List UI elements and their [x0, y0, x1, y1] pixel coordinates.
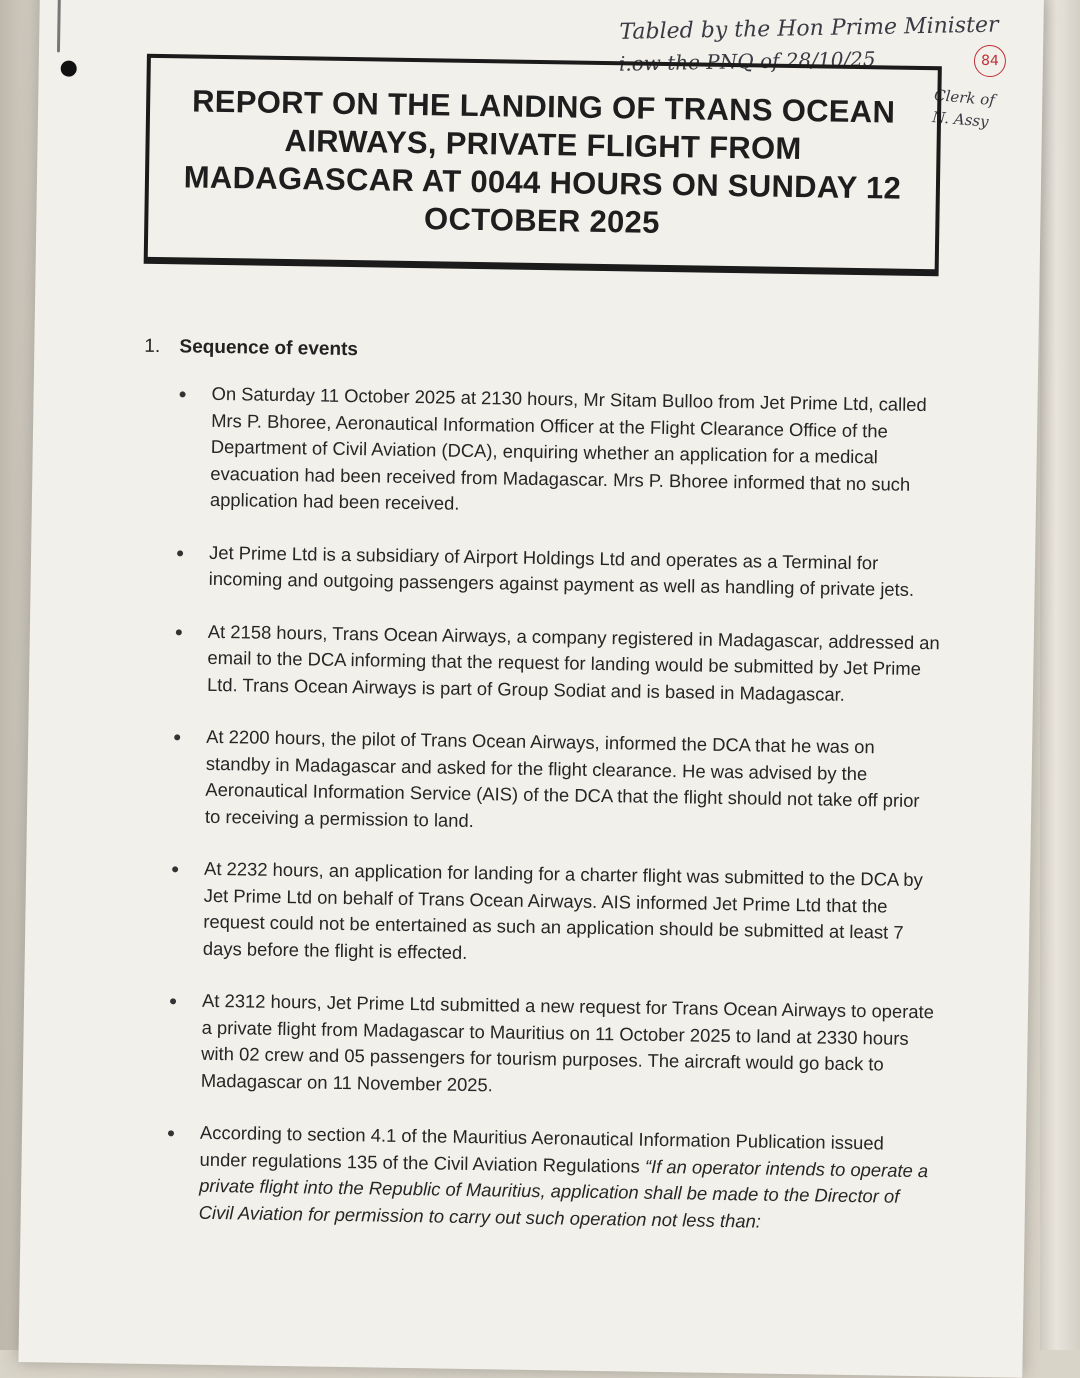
list-item	[133, 987, 935, 1106]
section-heading	[144, 336, 944, 371]
bullet-text: At 2200 hours, the pilot of Trans Ocean Airways, informed the DCA that he was on standby in Madagascar and asked for the flight clearance. He was advised by the Aeronautical Information Service (AIS) of the DCA that the flight should not take off prior to receiving a permission to land.	[204, 725, 920, 831]
list-item	[135, 855, 937, 974]
bullet-icon	[172, 866, 178, 872]
list-item	[139, 617, 940, 709]
handwritten-note-line2: i.ow the PNQ of 28/10/25	[618, 46, 876, 76]
handwritten-note-line1: Tabled by the Hon Prime Minister	[619, 12, 999, 45]
bullet-icon	[180, 391, 186, 397]
bullet-icon	[174, 734, 180, 740]
bullet-text: Jet Prime Ltd is a subsidiary of Airport Holdings Ltd and operates as a Terminal for incoming and outgoing passengers against payment as well as handling of private jets.	[208, 541, 915, 600]
bullet-text: At 2312 hours, Jet Prime Ltd submitted a new request for Trans Ocean Airways to operate a private flight from Madagascar to Mauritius on 11 October 2025 to land at 2330 hours with 02 crew and 05 passengers for tourism purposes. The aircraft would go back to Madagascar on 11 November 2025.	[200, 989, 935, 1095]
bullet-icon	[176, 629, 182, 635]
bullet-text: At 2232 hours, an application for landing for a charter flight was submitted to the DCA by Jet Prime Ltd on behalf of Trans Ocean Airways. AIS informed Jet Prime Ltd that the request could not be entertained as such an application should be submitted at least 7 days before the flight is effected.	[202, 857, 923, 963]
bullet-text: According to section 4.1 of the Mauritius Aeronautical Information Publication issued under regulations 135 of the Civil Aviation Regulations	[199, 1121, 885, 1177]
staple-mark	[57, 0, 61, 52]
margin-note-line: Clerk of	[933, 86, 996, 110]
list-item	[141, 538, 942, 604]
bullet-icon	[168, 1130, 174, 1136]
document-title: REPORT ON THE LANDING OF TRANS OCEAN AIRWAYS, PRIVATE FLIGHT FROM MADAGASCAR AT 0044 HOURS ON SUNDAY 12 OCTOBER 2025	[183, 83, 902, 240]
bullet-quote-text: “If an operator intends to operate a private flight into the Republic of Mauritius, application shall be made to the Director of Civil Aviation for permission to carry out such operation not less than:	[198, 1155, 929, 1232]
page-edge-right	[1040, 0, 1080, 1350]
bullet-text: On Saturday 11 October 2025 at 2130 hours, Mr Sitam Bulloo from Jet Prime Ltd, called Mrs P. Bhoree, Aeronautical Information Officer at the Flight Clearance Office of the Department of Civil Aviation (DCA), enquiring whether an application for a medical evacuation had been received from Madagascar. Mrs P. Bhoree informed that no such application had been received.	[209, 382, 927, 514]
event-list	[131, 380, 944, 1237]
section-heading-text: Sequence of events	[179, 336, 359, 361]
document-page	[18, 0, 1044, 1378]
list-item	[142, 380, 944, 525]
list-item	[137, 723, 939, 842]
section-number: 1.	[144, 335, 161, 358]
bullet-text: At 2158 hours, Trans Ocean Airways, a company registered in Madagascar, addressed an email to the DCA informing that the request for landing would be submitted by Jet Prime Ltd. Trans Ocean Airways is part of Group Sodiat and is based in Madagascar.	[206, 620, 940, 705]
page-number-stamp: 84	[974, 45, 1006, 77]
section-sequence-of-events	[130, 336, 944, 1263]
punch-hole	[61, 60, 77, 76]
list-item	[131, 1119, 933, 1238]
bullet-icon	[177, 550, 183, 556]
margin-note-line: N. Assy	[931, 108, 990, 131]
bullet-icon	[170, 998, 176, 1004]
title-box	[144, 54, 942, 276]
